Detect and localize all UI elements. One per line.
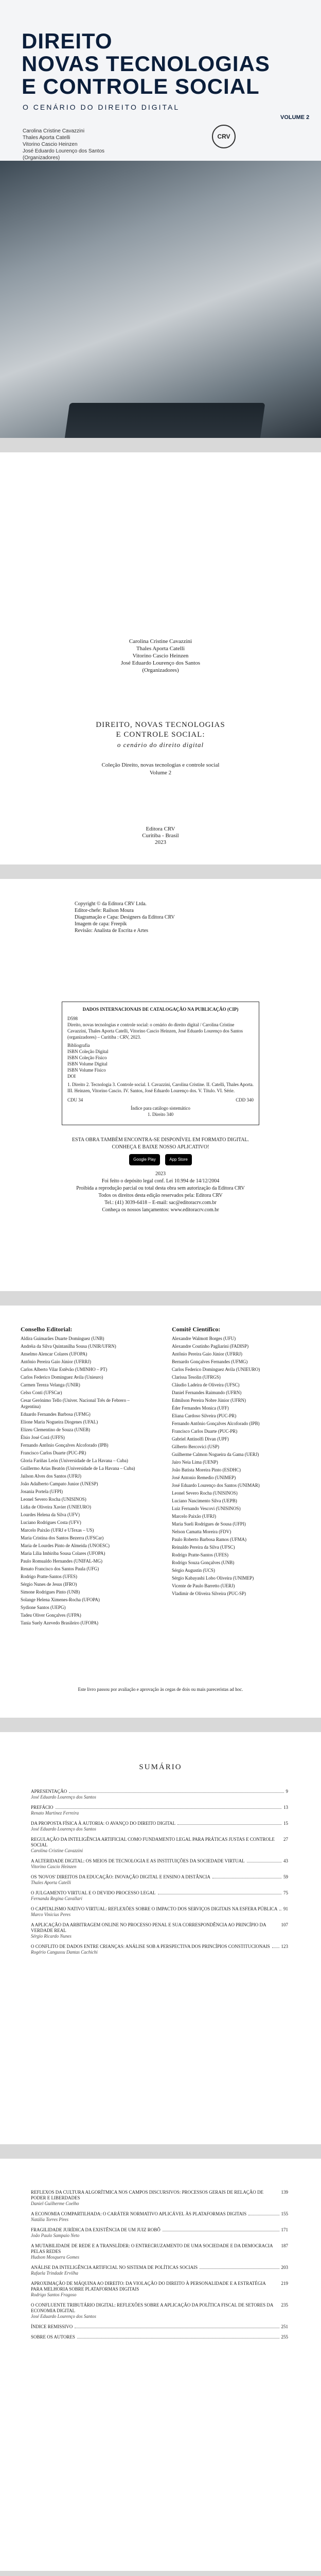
summary-item[interactable] [31, 1944, 288, 1955]
credit-line: Imagem de capa: Freepik [75, 921, 127, 927]
summary-item[interactable] [31, 2302, 288, 2319]
summary-item-title: DA PROPOSTA FÍSICA À AUTORIA: O AVANÇO DO DIREITO DIGITAL [31, 1821, 176, 1826]
dot-leader [77, 2334, 279, 2338]
editorial-member: Elione Maria Nogueira Diogenes (UFAL) [21, 1419, 98, 1425]
editorial-member: Maria de Lourdes Pinto de Almeida (UNOESC) [21, 1543, 110, 1548]
summary-item-title: O CAPITALISMO NATIVO VIRTUAL: REFLEXÕES SOBRE O IMPACTO DOS SERVIÇOS DIGITAIS NA ESFERA PÚBLICA [31, 1906, 278, 1911]
editorial-member: João Adalberto Campato Junior (UNESP) [21, 1481, 98, 1486]
scientific-member: Fernando Antônio Gonçalves Alcoforado (IPB) [172, 1421, 260, 1426]
cip-line: ISBN Volume Digital [67, 1061, 108, 1066]
scientific-member: Luciano Nascimento Silva (UEPB) [172, 1498, 237, 1503]
summary-item-author: Thales Aporta Catelli [31, 1880, 71, 1885]
summary-item-author: Marco Vinicius Peres [31, 1912, 71, 1917]
summary-item-title: A ALTERIDADE DIGITAL: OS MEIOS DE TECNOLOGIA E AS INSTITUIÇÕES DA SOCIEDADE VIRTUAL [31, 1858, 245, 1863]
dot-leader [200, 2265, 279, 2269]
cip-line: D598 [67, 1016, 78, 1021]
index-title: Índice para catálogo sistemático [131, 1106, 190, 1111]
summary-item-row [31, 1789, 288, 1794]
summary-item-page: 91 [283, 1906, 288, 1911]
title-line: o cenário do direito digital [117, 741, 204, 749]
summary-item-author: Rafaela Trindade Ervilha [31, 2270, 78, 2276]
summary-item-page: 75 [283, 1890, 288, 1895]
summary-item-page: 251 [281, 2324, 288, 2329]
editorial-member: Tania Suely Azevedo Brasileiro (UFOPA) [21, 1620, 99, 1625]
dot-leader [247, 1858, 281, 1862]
summary-item-page: 139 [281, 2190, 288, 2195]
editorial-member: Tadeu Oliver Gonçalves (UFPA) [21, 1613, 81, 1618]
title-page-organizers [0, 638, 321, 674]
scientific-list [172, 1335, 300, 1597]
editorial-member: Paulo Romualdo Hernandes (UNIFAL-MG) [21, 1558, 103, 1564]
cdd-code: CDD 340 [236, 1097, 254, 1103]
cip-line: DOI [67, 1074, 76, 1079]
editorial-member: Marcelo Paixão (UFRJ e UTexas – US) [21, 1528, 94, 1533]
app-notice: CONHEÇA E BAIXE NOSSO APLICATIVO! [112, 1144, 209, 1150]
dot-leader [272, 1944, 279, 1948]
cip-title: DADOS INTERNACIONAIS DE CATALOGAÇÃO NA PUBLICAÇÃO (CIP) [82, 1007, 239, 1012]
summary-item-row [31, 2190, 288, 2201]
summary-item-row [31, 2211, 288, 2217]
cover-organizers [23, 128, 104, 161]
scientific-member: Gabriel Antinolfi Divan (UPF) [172, 1436, 229, 1442]
organizer-name: José Eduardo Lourenço dos Santos [121, 660, 200, 666]
editorial-member: Solange Helena Ximenes-Rocha (UFOPA) [21, 1597, 100, 1602]
editorial-member: Renato Francisco dos Santos Paula (UFG) [21, 1566, 99, 1571]
summary-item-author: Renato Martinez Ferreira [31, 1810, 79, 1816]
scientific-member: Vicente de Paulo Barretto (UERJ) [172, 1583, 235, 1588]
editorial-member: Cesar Gerónimo Tello (Univer. Nacional Três de Febrero – Argentina) [21, 1398, 130, 1409]
cover-volume: VOLUME 2 [280, 114, 310, 121]
peer-review-note: Este livro passou por avaliação e aprovação às cegas de dois ou mais pareceristas ad hoc. [78, 1687, 243, 1692]
summary-item[interactable] [31, 1874, 288, 1886]
summary-item-author: Rodrigo Santos Fragoso [31, 2292, 77, 2297]
google-play-button[interactable]: Google Play [129, 1154, 160, 1165]
cdu-code: CDU 34 [67, 1097, 83, 1103]
summary-item-page: 219 [281, 2281, 288, 2286]
publisher-line: Editora CRV [146, 826, 175, 832]
credits-page [0, 879, 321, 1291]
scientific-member: Jairo Neia Lima (UENP) [172, 1460, 218, 1465]
summary-item-title: PREFÁCIO [31, 1805, 53, 1810]
dot-leader [279, 1906, 281, 1910]
dot-leader [212, 1874, 281, 1878]
summary-item-page: 255 [281, 2334, 288, 2340]
title-page-publisher [0, 826, 321, 846]
legal-line: Tel.: (41) 3039-6418 – E-mail: sac@editoracrv.com.br [104, 1200, 217, 1206]
credits-bottom [0, 1137, 321, 1214]
summary-item-page: 171 [281, 2227, 288, 2232]
summary-item-row [31, 2227, 288, 2233]
summary-item-row [31, 2281, 288, 2292]
summary-item-title: FRAGILIDADE JURÍDICA DA EXISTÊNCIA DE UM JUIZ ROBÔ [31, 2227, 160, 2232]
collection-line: Volume 2 [149, 770, 172, 776]
summary-item-row [31, 2243, 288, 2255]
organizer-name: (Organizadores) [142, 667, 179, 673]
cip-line: Direito, novas tecnologias e controle social: o cenário do direito digital / Carolina Cristine Cavazzini, Thales Aporta Catelli, Vitorino Cascio Heinzen, José Eduardo Lourenço dos Santos (organizadores) – Curitiba : CRV, 2023. [67, 1022, 243, 1040]
summary-heading: SUMÁRIO [139, 1763, 182, 1771]
editorial-council [21, 1326, 149, 1628]
editorial-member: Francisco Carlos Duarte (PUC-PR) [21, 1450, 86, 1455]
cip-line: ISBN Coleção Digital [67, 1049, 109, 1054]
editorial-member: Luciano Rodrigues Costa (UFV) [21, 1520, 81, 1525]
scientific-member: Gilberto Bercovici (USP) [172, 1444, 219, 1449]
editorial-member: Élsio José Corá (UFFS) [21, 1435, 65, 1440]
editorial-member: Sérgio Nunes de Jesus (IFRO) [21, 1582, 77, 1587]
summary-item-title: REFLEXOS DA CULTURA ALGORÍTMICA NOS CAMPOS DISCURSIVOS: PROCESSOS GERAIS DE RELAÇÃO DE PODER E LIBERDADES [31, 2190, 263, 2200]
summary-item-title: A APLICAÇÃO DA ARBITRAGEM ONLINE NO PROCESSO PENAL E SUA CORRESPONDÊNCIA AO PRINCÍPIO DA VERDADE REAL [31, 1922, 266, 1933]
council-page [0, 1306, 321, 1718]
credit-line: Editor-chefe: Railson Moura [75, 908, 134, 913]
publisher-logo: CRV [212, 125, 236, 148]
summary-item[interactable] [31, 1906, 288, 1918]
summary-item-author: João Paulo Sampaio Neto [31, 2233, 80, 2238]
summary-item[interactable] [31, 1837, 288, 1854]
cip-line: 1. Direito 2. Tecnologia 3. Controle social. I. Cavazzini, Carolina Cristine. II. Catelli, Thales Aporta. III. Heinzen, Vitorino Cascio. IV. Santos, José Eduardo Lourenço dos. V. Título. VI. Série. [67, 1082, 254, 1093]
legal-line: Proibida a reprodução parcial ou total desta obra sem autorização da Editora CRV [76, 1185, 245, 1191]
scientific-member: Rodrigo Souza Gonçalves (UNB) [172, 1560, 235, 1565]
editorial-member: Carlos Federico Dominguez Avila (Unieuro) [21, 1375, 103, 1380]
summary-page [0, 1732, 321, 2144]
summary-item[interactable] [31, 1789, 288, 1800]
scientific-member: Daniel Fernandes Raimundo (UFRN) [172, 1390, 242, 1395]
summary-item-author: José Eduardo Lourenço dos Santos [31, 2314, 96, 2319]
summary-item-row [31, 1805, 288, 1810]
cip-codes [67, 1097, 254, 1103]
summary-item-title: O JULGAMENTO VIRTUAL E O DEVIDO PROCESSO LEGAL [31, 1890, 156, 1895]
summary-item-title: O CONFLUENTE TRIBUTÁRIO DIGITAL: REFLEXÕES SOBRE A APLICAÇÃO DA POLÍTICA FISCAL DE SETORES DA ECONOMIA DIGITAL [31, 2302, 273, 2313]
summary-item-title: OS 'NOVOS' DIREITOS DA EDUCAÇÃO: INOVAÇÃO DIGITAL E ENSINO A DISTÂNCIA [31, 1874, 210, 1879]
scientific-member: Francisco Carlos Duarte (PUC-PR) [172, 1429, 238, 1434]
summary-item-row [31, 1837, 288, 1848]
summary-item-title: REGULAÇÃO DA INTELIGÊNCIA ARTIFICIAL COMO FUNDAMENTO LEGAL PARA PRÁTICAS JUSTAS E CONTROLE SOCIAL [31, 1837, 275, 1848]
editorial-member: Sydione Santos (UEPG) [21, 1605, 66, 1610]
editorial-member: Guillermo Arias Beatón (Universidade de La Havana – Cuba) [21, 1466, 135, 1471]
publisher-line: 2023 [155, 839, 166, 845]
cip-line: ISBN Coleção Físico [67, 1055, 107, 1060]
dot-leader [158, 1890, 281, 1894]
editorial-member: Lourdes Helena da Silva (UFV) [21, 1512, 80, 1517]
organizer-name: José Eduardo Lourenço dos Santos [23, 148, 104, 154]
summary-item-row [31, 1858, 288, 1864]
title-line: DIREITO, NOVAS TECNOLOGIAS [96, 721, 225, 729]
dot-leader [56, 1805, 281, 1809]
summary-item-page: 187 [281, 2243, 288, 2248]
scientific-member: Alexandre Walmott Borges (UFU) [172, 1336, 236, 1341]
summary-item[interactable] [31, 2324, 288, 2330]
summary-item-page: 43 [283, 1858, 288, 1863]
title-line: E CONTROLE SOCIAL: [116, 731, 205, 739]
scientific-member: Nelson Camatta Moreira (FDV) [172, 1529, 231, 1534]
summary-item[interactable] [31, 2227, 288, 2239]
index-line: 1. Direito 340 [147, 1112, 174, 1117]
summary-item-row [31, 1944, 288, 1950]
scientific-member: Alexandre Coutinho Pagliarini (FADISP) [172, 1344, 249, 1349]
credit-line: Copyright © da Editora CRV Ltda. [75, 901, 147, 907]
summary-item[interactable] [31, 2265, 288, 2276]
editorial-member: Lídia de Oliveira Xavier (UNIEURO) [21, 1504, 91, 1510]
organizer-name: Thales Aporta Catelli [136, 646, 185, 652]
summary-item-title: ÍNDICE REMISSIVO [31, 2324, 73, 2329]
scientific-member: Éder Fernandes Monica (UFF) [172, 1405, 229, 1411]
summary-item-author: Hudson Mosquera Gomes [31, 2255, 79, 2260]
editorial-member: Gloria Fariñas León (Universidade de La Havana – Cuba) [21, 1458, 128, 1463]
summary-item-page: 15 [283, 1821, 288, 1826]
cover-title [22, 30, 270, 98]
editorial-member: Antônio Pereira Gaio Júnior (UFRRJ) [21, 1359, 91, 1364]
scientific-member: Paulo Roberto Barbosa Ramos (UFMA) [172, 1537, 246, 1542]
editorial-list [21, 1335, 149, 1626]
scientific-committee-title: Comitê Científico: [172, 1326, 221, 1333]
summary-item-row [31, 2334, 288, 2340]
summary-item-row [31, 1874, 288, 1880]
scientific-member: Guilherme Calmon Nogueira da Gama (UERJ) [172, 1452, 259, 1457]
editorial-member: Anselmo Alencar Colares (UFOPA) [21, 1351, 87, 1357]
collection-line: Coleção Direito, novas tecnologias e controle social [101, 762, 220, 768]
organizer-name: Thales Aporta Catelli [23, 135, 70, 141]
summary-item-author: Natália Torres Pires [31, 2217, 69, 2222]
dot-leader [69, 1789, 283, 1793]
scientific-member: Sérgio Kabayashi Lobo Oliveira (UNIMEP) [172, 1575, 254, 1581]
editorial-member: Josania Portela (UFPI) [21, 1489, 63, 1494]
scientific-member: Leonel Severo Rocha (UNISINOS) [172, 1490, 238, 1496]
summary-item-title: O CONFLITO DE DADOS ENTRE CRIANÇAS: ANÁLISE SOB A PERSPECTIVA DOS PRINCÍPIOS CONSTITUCIONAIS [31, 1944, 270, 1949]
summary-item-page: 155 [281, 2211, 288, 2216]
summary-item[interactable] [31, 2281, 288, 2298]
summary-item-author: Rogério Cangussu Dantas Cachichi [31, 1950, 98, 1955]
cover-title-line: E CONTROLE SOCIAL [22, 74, 260, 98]
editorial-member: Celso Conti (UFSCar) [21, 1390, 62, 1395]
scientific-member: José Antonio Remedio (UNIMEP) [172, 1475, 236, 1480]
scientific-member: Antônio Pereira Gaio Júnior (UFRRJ) [172, 1351, 242, 1357]
summary-item-page: 235 [281, 2302, 288, 2308]
scientific-member: Edmilson Pereira Nobre Júnior (UFRN) [172, 1398, 246, 1403]
dot-leader [177, 1821, 281, 1825]
organizer-name: Carolina Cristine Cavazzini [23, 128, 85, 134]
summary-item-title: APRESENTAÇÃO [31, 1789, 67, 1794]
scientific-member: Reinaldo Pereira da Silva (UFSC) [172, 1545, 235, 1550]
scientific-member: Marcelo Paixão (UFRJ) [172, 1514, 216, 1519]
summary-item-row [31, 1922, 288, 1934]
digital-notice: ESTA OBRA TAMBÉM ENCONTRA-SE DISPONÍVEL EM FORMATO DIGITAL. [72, 1137, 249, 1143]
summary-item-row [31, 1890, 288, 1896]
scientific-member: Eliana Cardoso Silveira (PUC-PR) [172, 1413, 237, 1418]
summary-list-2 [31, 2190, 288, 2345]
store-buttons [0, 1154, 321, 1165]
cover-title-line: NOVAS TECNOLOGIAS [22, 52, 270, 76]
summary-item-page: 27 [283, 1837, 288, 1842]
summary-item-author: Carolina Cristine Cavazzini [31, 1848, 83, 1853]
credit-line: Diagramação e Capa: Designers da Editora CRV [75, 914, 175, 920]
summary-item[interactable] [31, 2211, 288, 2223]
summary-item-page: 203 [281, 2265, 288, 2270]
legal-line: Conheça os nossos lançamentos: www.editoracrv.com.br [102, 1207, 219, 1213]
credits-block [75, 901, 246, 934]
editorial-member: Fernando Antônio Gonçalves Alcoforado (IPB) [21, 1443, 109, 1448]
summary-item[interactable] [31, 1821, 288, 1832]
scientific-member: Rodrigo Pratte-Santos (UFES) [172, 1552, 228, 1557]
summary-item-page: 123 [281, 1944, 288, 1949]
editorial-member: Leonel Severo Rocha (UNISINOS) [21, 1497, 86, 1502]
editorial-member: Elizeu Clementino de Souza (UNEB) [21, 1427, 90, 1432]
dot-leader [163, 2227, 279, 2231]
editorial-member: Carlos Alberto Vilar Estêvão (UMINHO – PT) [21, 1367, 108, 1372]
summary-item-title: SOBRE OS AUTORES [31, 2334, 75, 2340]
organizer-name: Vitorino Cascio Heinzen [23, 142, 78, 147]
editorial-member: Maria Lília Imbiriba Sousa Colares (UFOPA) [21, 1551, 105, 1556]
cover-title-line: DIREITO [22, 29, 113, 53]
cip-box [62, 1002, 259, 1125]
summary-item-row [31, 2324, 288, 2330]
summary-item[interactable] [31, 2334, 288, 2340]
scientific-member: José Eduardo Lourenço dos Santos (UNIMAR) [172, 1483, 260, 1488]
organizer-name: Vitorino Cascio Heinzen [132, 653, 189, 659]
scientific-committee [172, 1326, 300, 1598]
editorial-member: Aldira Guimarães Duarte Domínguez (UNB) [21, 1336, 104, 1341]
summary-item[interactable] [31, 1890, 288, 1902]
scientific-member: Sérgio Augustin (UCS) [172, 1568, 215, 1573]
summary-item-page: 9 [286, 1789, 288, 1794]
title-page-collection [0, 761, 321, 777]
editorial-member: Eduardo Fernandes Barbosa (UFMG) [21, 1412, 91, 1417]
title-page [0, 452, 321, 865]
summary-item-page: 107 [281, 1922, 288, 1927]
scientific-member: João Batista Moreira Pinto (ESDHC) [172, 1467, 241, 1472]
summary-item-title: ANÁLISE DA INTELIGÊNCIA ARTIFICIAL NO SISTEMA DE POLÍTICAS SOCIAIS [31, 2265, 198, 2270]
organizer-name: (Organizadores) [23, 155, 60, 161]
summary-item[interactable] [31, 1805, 288, 1816]
title-page-title [0, 720, 321, 750]
cover-photo [0, 161, 321, 438]
publisher-line: Curitiba - Brasil [142, 833, 179, 839]
cip-line: ISBN Volume Físico [67, 1067, 106, 1073]
cip-line: Bibliografia [67, 1043, 90, 1048]
summary-item[interactable] [31, 1858, 288, 1870]
summary-page-2 [0, 2159, 321, 2571]
editorial-member: Carmen Tereza Velanga (UNIR) [21, 1382, 80, 1387]
summary-item-page: 59 [283, 1874, 288, 1879]
scientific-member: Vladimir de Oliveira Silveira (PUC-SP) [172, 1591, 246, 1596]
legal-line: Foi feito o depósito legal conf. Lei 10.994 de 14/12/2004 [101, 1178, 220, 1184]
scientific-member: Cláudio Ladeira de Oliveira (UFSC) [172, 1382, 240, 1387]
dot-leader [248, 2211, 279, 2215]
summary-item-author: Daniel Guilherme Coelho [31, 2201, 79, 2206]
editorial-member: Maria Cristina dos Santos Bezerra (UFSCar) [21, 1535, 104, 1540]
summary-list [31, 1789, 288, 1960]
dot-leader [75, 2324, 279, 2328]
summary-item-title: APROXIMAÇÃO DE MÁQUINA AO DIREITO: DA VIOLAÇÃO DO DIREITO À PERSONALIDADE E A ESTRATÉGIA PARA MELHORIA SOBRE PLATAFORMAS DIGITAIS [31, 2281, 266, 2292]
legal-line: Todos os direitos desta edição reservados pela: Editora CRV [98, 1193, 223, 1198]
summary-item-author: Fernanda Regina Cavallari [31, 1896, 82, 1901]
app-store-button[interactable]: App Store [165, 1154, 192, 1165]
summary-item[interactable] [31, 2243, 288, 2260]
summary-item-row [31, 1821, 288, 1826]
summary-item-row [31, 1906, 288, 1912]
editorial-member: Rodrigo Pratte-Santos (UFES) [21, 1574, 77, 1579]
summary-item-title: A ECONOMIA COMPARTILHADA: O CARÁTER NORMATIVO APLICÁVEL ÀS PLATAFORMAS DIGITAIS [31, 2211, 247, 2216]
summary-item-author: Vitorino Cascio Heinzen [31, 1864, 77, 1869]
scientific-member: Maria Sueli Rodrigues de Sousa (UFPI) [172, 1521, 246, 1527]
laptop-illustration [54, 403, 265, 438]
summary-item[interactable] [31, 2190, 288, 2207]
scientific-member: Luiz Fernando Vescovi (UNISINOS) [172, 1506, 241, 1511]
summary-item-page: 13 [283, 1805, 288, 1810]
summary-item-author: José Eduardo Lourenço dos Santos [31, 1794, 96, 1800]
credit-line: Revisão: Analista de Escrita e Artes [75, 928, 149, 934]
summary-item-author: Sérgio Ricardo Nunes [31, 1934, 72, 1939]
summary-item-author: José Eduardo Lourenço dos Santos [31, 1826, 96, 1832]
scientific-member: Carlos Federico Dominguez Avila (UNIEURO) [172, 1367, 260, 1372]
scientific-member: Clarissa Tesolin (UFRGS) [172, 1375, 221, 1380]
cover-subtitle: O CENÁRIO DO DIREITO DIGITAL [23, 103, 180, 111]
summary-item-row [31, 2265, 288, 2270]
book-cover [0, 0, 321, 438]
summary-item[interactable] [31, 1922, 288, 1939]
summary-item-row [31, 2302, 288, 2314]
scientific-member: Bernardo Gonçalves Fernandes (UFMG) [172, 1359, 248, 1364]
organizer-name: Carolina Cristine Cavazzini [129, 638, 192, 645]
editorial-member: Andréia da Silva Quintanilha Sousa (UNIR/UFRN) [21, 1344, 116, 1349]
summary-item-title: A MUTABILIDADE DE REDE E A TRANSLÍDER: O ENTRECRUZAMENTO DE UMA SOCIEDADE E DA DEMOCRACIA PELAS REDES [31, 2243, 273, 2254]
editorial-member: Jailson Alves dos Santos (UFRJ) [21, 1473, 82, 1479]
editorial-council-title: Conselho Editorial: [21, 1326, 73, 1333]
legal-line: 2023 [155, 1171, 166, 1177]
editorial-member: Simone Rodrigues Pinto (UNB) [21, 1589, 80, 1595]
